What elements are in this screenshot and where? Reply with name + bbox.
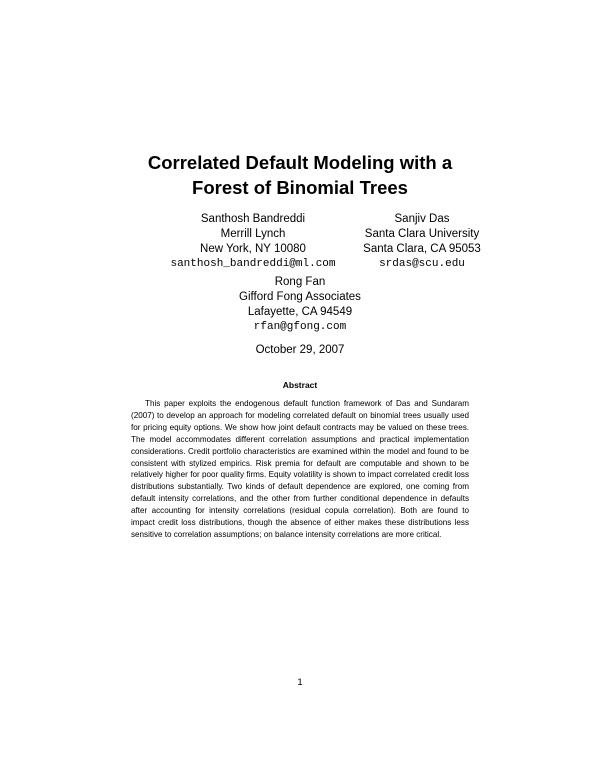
author-name: Sanjiv Das [394,213,450,225]
author-name: Santhosh Bandreddi [200,213,306,225]
paper-date: October 29, 2007 [255,344,345,356]
title-line-2: Forest of Binomial Trees [192,177,408,198]
author-name: Rong Fan [274,276,326,288]
author-email[interactable]: rfan@gfong.com [253,321,347,333]
author-affiliation: Santa Clara University [364,228,480,240]
author-location: Lafayette, CA 94549 [247,306,353,318]
paper-title [0,150,600,200]
title-line-1: Correlated Default Modeling with a [147,152,453,173]
author-affiliation: Gifford Fong Associates [239,291,361,303]
author-affiliation: Merrill Lynch [220,228,286,240]
author-das [312,212,532,272]
abstract-heading: Abstract [282,380,318,390]
abstract-text: This paper exploits the endogenous default function framework of Das and Sundaram (2007) to develop an approach for modeling correlated default on binomial trees usually used for pricing equity options. We show how joint default contracts may be valued on these trees. The model accommodates different correlation assumptions and practical implementation considerations. Credit portfolio characteristics are examined within the model and found to be consistent with stylized empirics. Risk premia for default are computable and shown to be relatively higher for poor quality firms. Equity volatility is shown to impact correlated credit loss distributions substantially. Two kinds of default dependence are explored, one coming from default intensity correlations, and the other from further conditional dependence in defaults after accounting for intensity correlations (residual copula correlation). Both are found to impact credit loss distributions, though the absence of either makes these distributions less sensitive to correlation assumptions; on balance intensity correlations are more critical. [131,399,469,539]
author-fan [190,275,410,335]
page-number: 1 [297,677,303,688]
author-email[interactable]: santhosh_bandreddi@ml.com [170,258,336,270]
author-email[interactable]: srdas@scu.edu [379,258,465,270]
author-location: Santa Clara, CA 95053 [363,243,481,255]
author-location: New York, NY 10080 [200,243,306,255]
